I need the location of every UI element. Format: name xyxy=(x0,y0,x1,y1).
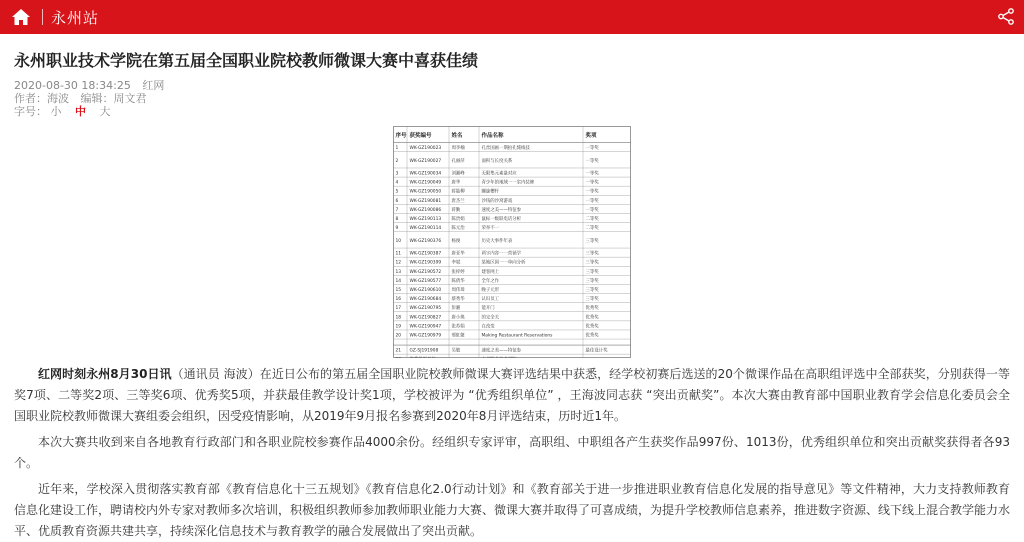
table-cell: 21 xyxy=(395,348,402,354)
table-cell: 孔丝国画一期拍孔缝线技 xyxy=(481,146,530,152)
table-cell: WK-GZ190034 xyxy=(409,171,442,177)
table-cell: WK-GZ190947 xyxy=(409,324,442,330)
table-cell: 唐亚华 xyxy=(451,251,465,257)
table-header-cell: 序号 xyxy=(395,133,407,139)
table-cell: 4 xyxy=(395,180,399,186)
table-cell: 李斌 xyxy=(451,260,461,266)
award-table-image xyxy=(393,126,631,358)
table-cell: 周伟璋 xyxy=(451,288,465,294)
paragraph-1-text: （通讯员 海波）在近日公布的第五届全国职业院校教师微课大赛评选结果中获悉，经学校初赛后选送的20个微课作品在高职组评选中全部获奖，分别获得一等奖7项、二等奖2项、三等奖6项、优秀奖5项，并获最佳教学设计奖1项，学校被评为 “优秀组织单位” ，王海波同志获 “突出贡献奖”。本次大赛由教育部中国职业教育学会信息化委员会全国职业院校教师微课大赛组委会组织，因受疫情影响，从2019年9月报名参赛到2020年8月评选结束，历时近1年。 xyxy=(14,367,1010,423)
table-cell: Making Restaurant Reservations xyxy=(481,333,553,339)
table-cell: 面积与长度关系 xyxy=(481,158,513,164)
table-cell: 历史大事件年表 xyxy=(481,238,513,244)
table-cell: 某地区国一一单向分析 xyxy=(481,260,526,266)
table-cell: 的完全关 xyxy=(481,315,500,321)
table-cell: WK-GZ190027 xyxy=(409,158,442,164)
table-cell: 全年之作 xyxy=(481,278,500,284)
table-cell: 18 xyxy=(395,315,402,321)
table-cell: 3 xyxy=(395,171,399,177)
table-cell: 优秀奖 xyxy=(585,333,599,339)
table-cell: WK-GZ190979 xyxy=(409,333,442,339)
table-cell: 优秀奖 xyxy=(585,306,599,312)
table-cell: WK-GZ190684 xyxy=(409,297,442,303)
table-cell: 吴敏 xyxy=(451,348,461,354)
table-cell: 一等奖 xyxy=(585,180,599,186)
table-cell: 二等奖 xyxy=(585,217,599,223)
table-cell: 13 xyxy=(395,269,402,275)
table-cell: 两字内容一一营销学 xyxy=(481,251,522,257)
table-cell: 一等奖 xyxy=(585,146,599,152)
table-cell: 孔丽萍 xyxy=(451,158,465,164)
table-cell: WK-GZ190050 xyxy=(409,189,442,195)
table-cell: WK-GZ190114 xyxy=(409,226,442,232)
paragraph-3: 近年来，学校深入贯彻落实教育部《教育信息化十三五规划》《教育信息化2.0行动计划》和《教育部关于进一步推进职业教育信息化发展的指导意见》等文件精神，大力支持教师教育信息化建设工作，聘请校内外专家对教师多次培训，积极组织教师参加教师职业能力大赛、微课大赛并取得了可喜成绩，为提升学校教师信息素养，推进数字资源、线下线上混合教学能力水平、优质教育资源共建共享，持续深化信息技术与教育教学的融合发展做出了突出贡献。 xyxy=(14,482,1011,538)
publish-datetime: 2020-08-30 18:34:25 xyxy=(14,79,131,92)
table-cell: 螺旋槽杆 xyxy=(481,189,500,195)
table-header-cell: 获奖编号 xyxy=(409,133,432,139)
table-cell: WK-GZ190572 xyxy=(409,269,442,275)
lead-dateline: 红网时刻永州8月30日讯 xyxy=(38,367,172,381)
table-cell: 10 xyxy=(395,238,402,244)
font-size-control xyxy=(14,105,1010,118)
table-cell: 优秀奖 xyxy=(585,315,599,321)
table-cell: 三等奖 xyxy=(585,251,599,257)
table-cell: WK-GZ190399 xyxy=(409,260,442,266)
table-header-cell: 姓名 xyxy=(451,133,463,139)
table-cell: 20 xyxy=(395,333,402,339)
table-cell: 张梓婷 xyxy=(451,269,465,275)
table-cell: 沙钱的沙窝游戏 xyxy=(481,198,513,204)
article-content xyxy=(0,48,1024,542)
table-cell: 能开门 xyxy=(481,306,495,312)
table-cell: 最佳设计奖 xyxy=(585,348,608,354)
site-name[interactable]: 永州站 xyxy=(51,8,100,27)
table-cell: 蔡秀华 xyxy=(451,297,465,303)
table-header-cell: 作品名称 xyxy=(481,133,504,139)
table-cell: 6 xyxy=(395,198,399,204)
table-cell: WK-GZ190049 xyxy=(409,180,442,186)
table-cell: 杨俊 xyxy=(451,238,461,244)
table-cell: 刘湘峰 xyxy=(451,171,465,177)
table-cell: 无限集元素量对应 xyxy=(481,171,517,177)
table-cell: GZ-SJ191908 xyxy=(409,348,439,354)
table-cell: WK-GZ190610 xyxy=(409,288,442,294)
table-cell: 一等奖 xyxy=(585,158,599,164)
header-divider xyxy=(42,9,43,25)
table-cell: 陈元治 xyxy=(451,226,465,232)
table-cell: 唐杰兰 xyxy=(451,198,465,204)
table-cell: 三等奖 xyxy=(585,269,599,275)
font-size-large[interactable]: 大 xyxy=(99,105,111,118)
table-cell: 邢虹婕 xyxy=(451,333,465,339)
table-cell: 荣举不一 xyxy=(481,226,500,232)
table-cell: 速度之美——特征参 xyxy=(481,207,522,213)
share-icon[interactable] xyxy=(998,8,1014,29)
table-cell: 速度之美——特征参 xyxy=(481,348,522,354)
table-cell: 建客网上 xyxy=(481,269,500,275)
table-cell: 7 xyxy=(395,207,399,213)
author-label: 作者：海波 xyxy=(14,92,69,105)
table-cell: WK-GZ190795 xyxy=(409,306,442,312)
table-cell: 一等奖 xyxy=(585,198,599,204)
table-cell: 陈倩华 xyxy=(451,278,465,284)
table-cell: 一等奖 xyxy=(585,171,599,177)
table-cell: WK-GZ190827 xyxy=(409,315,442,321)
table-cell: 19 xyxy=(395,324,402,330)
home-icon[interactable] xyxy=(4,0,38,34)
table-cell xyxy=(396,357,402,358)
table-cell: 11 xyxy=(395,251,402,257)
table-cell: 15 xyxy=(395,288,402,294)
table-cell: 三等奖 xyxy=(585,278,599,284)
table-cell: 12 xyxy=(395,260,402,266)
table-cell: 三等奖 xyxy=(585,297,599,303)
font-size-medium[interactable]: 中 xyxy=(75,105,86,118)
table-cell: 在改变 xyxy=(481,324,495,330)
table-cell: 14 xyxy=(395,278,402,284)
table-cell: 一等奖 xyxy=(585,207,599,213)
table-cell: 蒋能柳 xyxy=(451,189,465,195)
table-cell: 晚子元形 xyxy=(481,288,500,294)
table-cell: 陈贵娟 xyxy=(451,217,465,223)
table-cell: 9 xyxy=(395,226,399,232)
table-cell: 认识员工 xyxy=(481,297,500,303)
table-cell: 一等奖 xyxy=(585,189,599,195)
table-cell: 蒋勤 xyxy=(451,207,461,213)
table-header-cell: 奖项 xyxy=(585,133,597,139)
font-size-label: 字号： xyxy=(14,105,47,118)
table-cell: 三等奖 xyxy=(585,260,599,266)
table-cell: 唐小焕 xyxy=(451,315,465,321)
table-cell: 鼠标一级联电话分析 xyxy=(481,217,522,223)
table-cell: 优秀奖 xyxy=(585,324,599,330)
article-meta xyxy=(14,79,1010,118)
table-cell: 17 xyxy=(395,306,402,312)
table-cell: 张苏娟 xyxy=(451,324,465,330)
table-cell: 16 xyxy=(395,297,402,303)
table-cell: 5 xyxy=(395,189,399,195)
table-cell: 唐华 xyxy=(451,180,461,186)
table-cell: 周李楠 xyxy=(451,146,465,152)
paragraph-2: 本次大赛共收到来自各地教育行政部门和各职业院校参赛作品4000余份。经组织专家评审，高职组、中职组各产生获奖作品997份、1013份，优秀组织单位和突出贡献奖获得者各93个。 xyxy=(14,435,1010,470)
table-cell: 三等奖 xyxy=(585,238,599,244)
table-cell: 青少年的地域一一室内装修 xyxy=(481,180,535,186)
table-cell: WK-GZ190023 xyxy=(409,146,442,152)
table-cell: 8 xyxy=(395,217,399,223)
editor-label: 编辑：周文君 xyxy=(80,92,147,105)
article-title: 永州职业技术学院在第五届全国职业院校教师微课大赛中喜获佳绩 xyxy=(14,51,479,70)
paragraph-1 xyxy=(14,364,1010,427)
table-cell: 二等奖 xyxy=(585,226,599,232)
table-cell: WK-GZ190387 xyxy=(409,251,442,257)
table-cell: 三等奖 xyxy=(585,288,599,294)
article-source: 红网 xyxy=(142,79,165,92)
table-cell: 2 xyxy=(395,158,399,164)
font-size-small[interactable]: 小 xyxy=(50,105,62,118)
table-cell: WK-GZ190577 xyxy=(409,278,442,284)
table-cell: 彭湘 xyxy=(451,306,461,312)
table-cell: WK-GZ190113 xyxy=(409,217,442,223)
table-cell: WK-GZ190081 xyxy=(409,198,442,204)
top-bar xyxy=(0,0,1024,34)
table-cell: 1 xyxy=(395,146,399,152)
table-cell: WK-GZ190376 xyxy=(409,238,442,244)
table-cell: WK-GZ190086 xyxy=(409,207,442,213)
